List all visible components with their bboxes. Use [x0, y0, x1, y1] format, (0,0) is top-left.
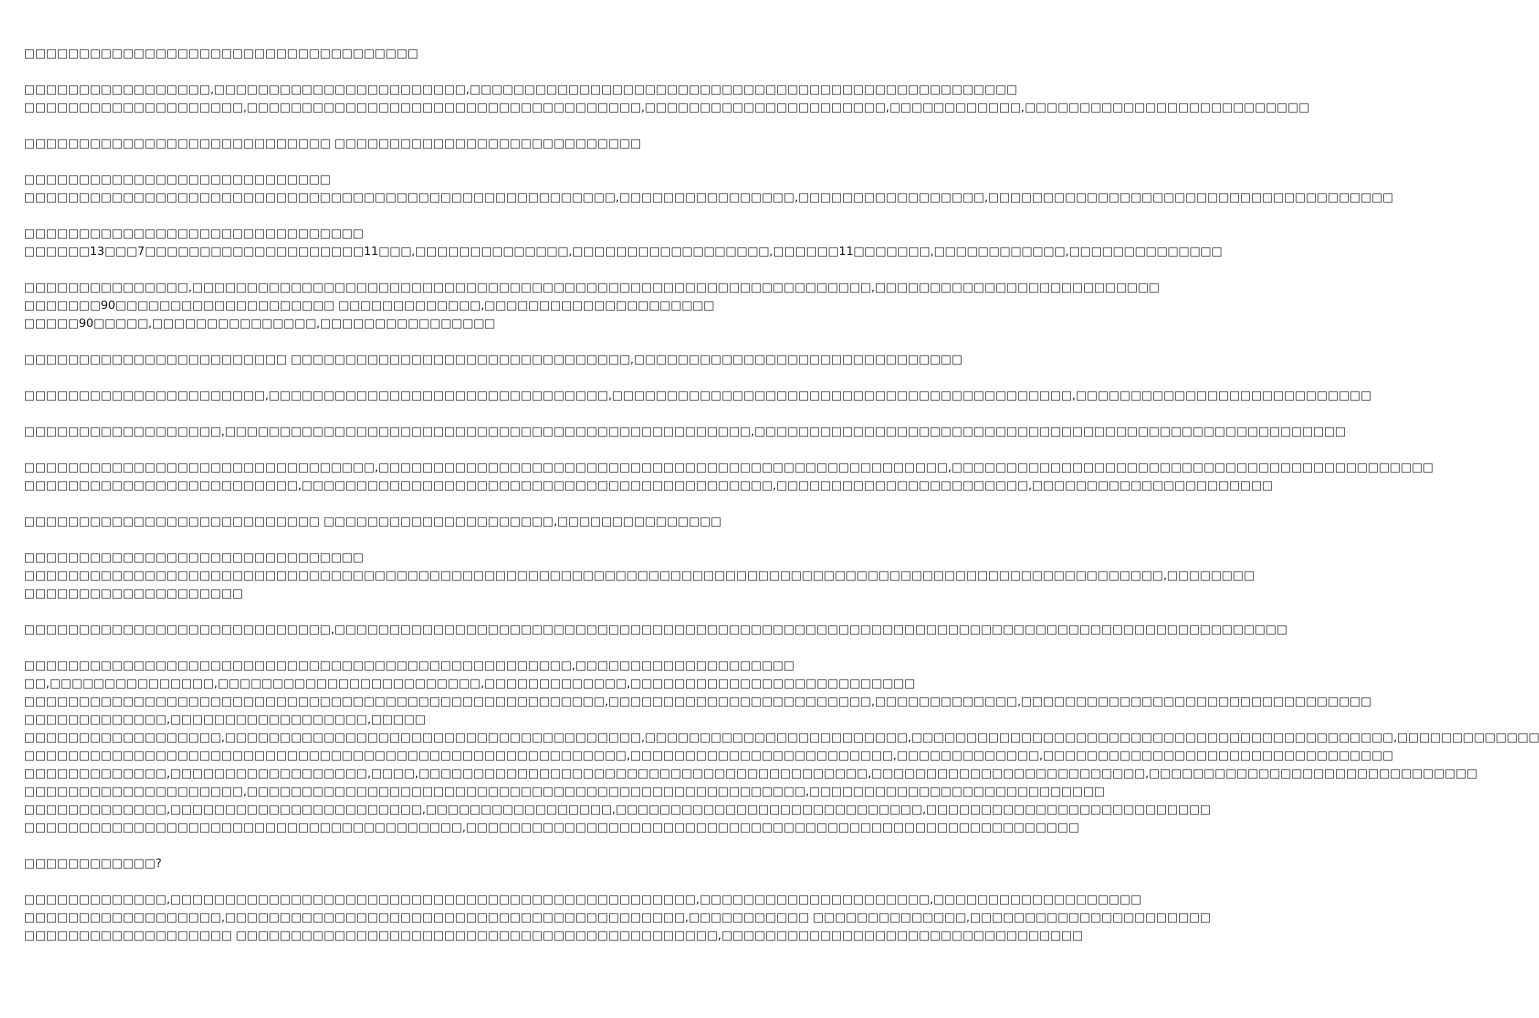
- text-line: □□□□□□□□□□□□□□□□□□□□□□□□□□□□□□□□□□□□□□□□□□□□□□□□□□□□□□□,□□□□□□□□□□□□□□□□□□□□□□□□,□□□□□□□□□□□□□,□□□□□□□□□□□□□□□□□□□□□□□□□□□□□□□□: [24, 748, 1394, 762]
- text-line: □□□□□□□□□□□□□□□□□□□□: [24, 586, 244, 600]
- text-line: □□□□□□□□□□□□□,□□□□□□□□□□□□□□□□□□,□□□□,□□□□□□□□□□□□□□□□□□□□□□□□□□□□□□□□□□□□□□□□□,□□□□□□□□□□□□□□□□□□□□□□□□□,□□□□□□□□□□□□□□□□□□□□□□□□□□□□□□: [24, 766, 1478, 780]
- paragraph: [24, 80, 1310, 116]
- text-line: □□□□□□□□□□□□□□□□□□□□□□□□□□□□,□□□□□□□□□□□□□□□□□□□□□□□□□□□□□□□□□□□□□□□□□□□□□□□□□□□□□□□□□□□□□□□□□□□□□□□□□□□□□□□□□□□□□□□: [24, 622, 1288, 636]
- paragraph: [24, 548, 1255, 602]
- text-line: □□□□□□□□□□□□□□□□□□,□□□□□□□□□□□□□□□□□□□□□□□□□□□□□□□□□□□□□□□□□□,□□□□□□□□□□□ □□□□□□□□□□□□□□,□□□□□□□□□□□□□□□□□□□□□□: [24, 910, 1211, 924]
- text-line: □□□□□□□□□□□□□,□□□□□□□□□□□□□□□□□□,□□□□□: [24, 712, 426, 726]
- paragraph: [24, 656, 1539, 836]
- text-line: □□□□□□□□□□□□□□□□□□□□□□□□□□□□ □□□□□□□□□□□□□□□□□□□□□□□□□□□□: [24, 136, 642, 150]
- text-line: □□□□□□□□□□□□□□□□□□□ □□□□□□□□□□□□□□□□□□□□□□□□□□□□□□□□□□□□□□□□□□□□,□□□□□□□□□□□□□□□□□□□□□□□□□□□□□□□□□: [24, 928, 1083, 942]
- text-line: □□□□□□□□□□□□□□□□□□□□□□□□ □□□□□□□□□□□□□□□□□□□□□□□□□□□□□□□,□□□□□□□□□□□□□□□□□□□□□□□□□□□□□□: [24, 352, 963, 366]
- text-line: □□□□□□□□□□□□□□□□□□□□□□□□□□□□: [24, 172, 331, 186]
- text-line: □□□□□□□□□□□□□□□□□□□□□□□□□□□□□□□: [24, 550, 364, 564]
- text-line: □□□□□□□□□□□□□□□□□□,□□□□□□□□□□□□□□□□□□□□□□□□□□□□□□□□□□□□□□,□□□□□□□□□□□□□□□□□□□□□□□□,□□□□□□□□□□□□□□□□□□□□□□□□□□□□□□□□□□□□□□□□□□□□,□□□□□□□□□□□□□: [24, 730, 1539, 744]
- text-line: □□□□□□□90□□□□□□□□□□□□□□□□□□□□ □□□□□□□□□□□□□,□□□□□□□□□□□□□□□□□□□□□: [24, 298, 715, 312]
- paragraph: [24, 890, 1211, 944]
- text-line: □□□□□□□□□□□□□□□□□□□□□□□□□□□□□□□□□□□□□□□□□□□□□□□□□□,□□□□□□□□□□□□□□□□□□□□: [24, 658, 795, 672]
- text-line: □□□□□□□□□□□□□□□□□□□□□□□□□□□□□□□□□□□□□□□□□□□□□□□□□□□□□□□□□□□□□□□□□□□□□□□□□□□□□□□□□□□□□□□□□□□□□□□□□□□□□□□□,□□□□□□□□: [24, 568, 1255, 582]
- text-line: □□□□□□□□□□□□□,□□□□□□□□□□□□□□□□□□□□□□□,□□□□□□□□□□□□□□□□□,□□□□□□□□□□□□□□□□□□□□□□□□□□□□,□□□□□□□□□□□□□□□□□□□□□□□□□□: [24, 802, 1211, 816]
- text-line: □□□□□90□□□□□,□□□□□□□□□□□□□□□,□□□□□□□□□□□□□□□□: [24, 316, 496, 330]
- paragraph: [24, 350, 963, 368]
- text-line: □□□□□□□□□□□□?: [24, 856, 162, 870]
- text-line: □□□□□□□□□□□□□□□□□□□□□□□□□□□□□□□□,□□□□□□□□□□□□□□□□□□□□□□□□□□□□□□□□□□□□□□□□□□□□□□□□□□□□,□□□□□□□□□□□□□□□□□□□□□□□□□□□□□□□□□□□□□□□□□□□□: [24, 460, 1434, 474]
- paragraph: [24, 134, 720, 152]
- text-line: □□□□□□□□□□□□□□□□□□□□□□□□□,□□□□□□□□□□□□□□□□□□□□□□□□□□□□□□□□□□□□□□□□□□□,□□□□□□□□□□□□□□□□□□□□□□□,□□□□□□□□□□□□□□□□□□□□□□: [24, 478, 1273, 492]
- text-line: □□□□□□□□□□□□□□□□□□□□□□□□□□□□□□□□□□□□□□□□,□□□□□□□□□□□□□□□□□□□□□□□□□□□□□□□□□□□□□□□□□□□□□□□□□□□□□□□□: [24, 820, 1080, 834]
- text-line: □□□□□□□□□□□□□□□□□□□□□□□□□□□□□□□□□□□□□□□□□□□□□□□□□□□□□,□□□□□□□□□□□□□□□□□□□□□□□□,□□□□□□□□□□□□□,□□□□□□□□□□□□□□□□□□□□□□□□□□□□□□□□: [24, 694, 1372, 708]
- paragraph: [24, 422, 1346, 440]
- text-line: □□□□□□□□□□□□□□□□□□□□,□□□□□□□□□□□□□□□□□□□□□□□□□□□□□□□□□□□□,□□□□□□□□□□□□□□□□□□□□□□,□□□□□□□□□□□□,□□□□□□□□□□□□□□□□□□□□□□□□□□: [24, 100, 1310, 114]
- text-line: □□□□□□□□□□□□□□□□□□□□□□□□□□□□□□□□□□□□: [24, 46, 419, 60]
- paragraph: [24, 458, 1434, 494]
- text-line: □□□□□□□□□□□□□□□□□□□□□□,□□□□□□□□□□□□□□□□□□□□□□□□□□□□□□□,□□□□□□□□□□□□□□□□□□□□□□□□□□□□□□□□□□□□□□□□□□,□□□□□□□□□□□□□□□□□□□□□□□□□□□: [24, 388, 1372, 402]
- text-line: □□□□□□13□□□7□□□□□□□□□□□□□□□□□□□□11□□□,□□□□□□□□□□□□□□,□□□□□□□□□□□□□□□□□□,□□□□□□11□□□□□□□,□□□□□□□□□□□□,□□□□□□□□□□□□□□: [24, 244, 1223, 258]
- text-line: □□□□□□□□□□□□□□□□□□□□□□□□□□□□□□□: [24, 226, 364, 240]
- paragraph: [24, 170, 1394, 206]
- paragraph: [24, 224, 1223, 260]
- paragraph: [24, 854, 720, 872]
- paragraph: [24, 386, 1372, 404]
- document-body: [24, 44, 1539, 944]
- text-line: □□,□□□□□□□□□□□□□□□,□□□□□□□□□□□□□□□□□□□□□□□□,□□□□□□□□□□□□□,□□□□□□□□□□□□□□□□□□□□□□□□□□: [24, 676, 916, 690]
- text-line: □□□□□□□□□□□□□,□□□□□□□□□□□□□□□□□□□□□□□□□□□□□□□□□□□□□□□□□□□□□□□□,□□□□□□□□□□□□□□□□□□□□□,□□□□□□□□□□□□□□□□□□□: [24, 892, 1142, 906]
- paragraph: [24, 620, 1288, 638]
- paragraph: [24, 278, 1160, 332]
- text-line: □□□□□□□□□□□□□□□□□□□□□□□□□□□□□□□□□□□□□□□□□□□□□□□□□□□□□□,□□□□□□□□□□□□□□□□,□□□□□□□□□□□□□□□□□,□□□□□□□□□□□□□□□□□□□□□□□□□□□□□□□□□□□□□: [24, 190, 1394, 204]
- text-line: □□□□□□□□□□□□□□□□□,□□□□□□□□□□□□□□□□□□□□□□□,□□□□□□□□□□□□□□□□□□□□□□□□□□□□□□□□□□□□□□□□□□□□□□□□□□: [24, 82, 1018, 96]
- paragraph: [24, 512, 720, 530]
- text-line: □□□□□□□□□□□□□□□□□□,□□□□□□□□□□□□□□□□□□□□□□□□□□□□□□□□□□□□□□□□□□□□□□□□,□□□□□□□□□□□□□□□□□□□□□□□□□□□□□□□□□□□□□□□□□□□□□□□□□□□□□□: [24, 424, 1346, 438]
- paragraph: [24, 44, 720, 62]
- text-line: □□□□□□□□□□□□□□□□□□□□,□□□□□□□□□□□□□□□□□□□□□□□□□□□□□□□□□□□□□□□□□□□□□□□□□□□,□□□□□□□□□□□□□□□□□□□□□□□□□□□: [24, 784, 1105, 798]
- text-line: □□□□□□□□□□□□□□□,□□□□□□□□□□□□□□□□□□□□□□□□□□□□□□□□□□□□□□□□□□□□□□□□□□□□□□□□□□□□□□,□□□□□□□□□□□□□□□□□□□□□□□□□□: [24, 280, 1160, 294]
- text-line: □□□□□□□□□□□□□□□□□□□□□□□□□□□ □□□□□□□□□□□□□□□□□□□□□,□□□□□□□□□□□□□□□: [24, 514, 722, 528]
